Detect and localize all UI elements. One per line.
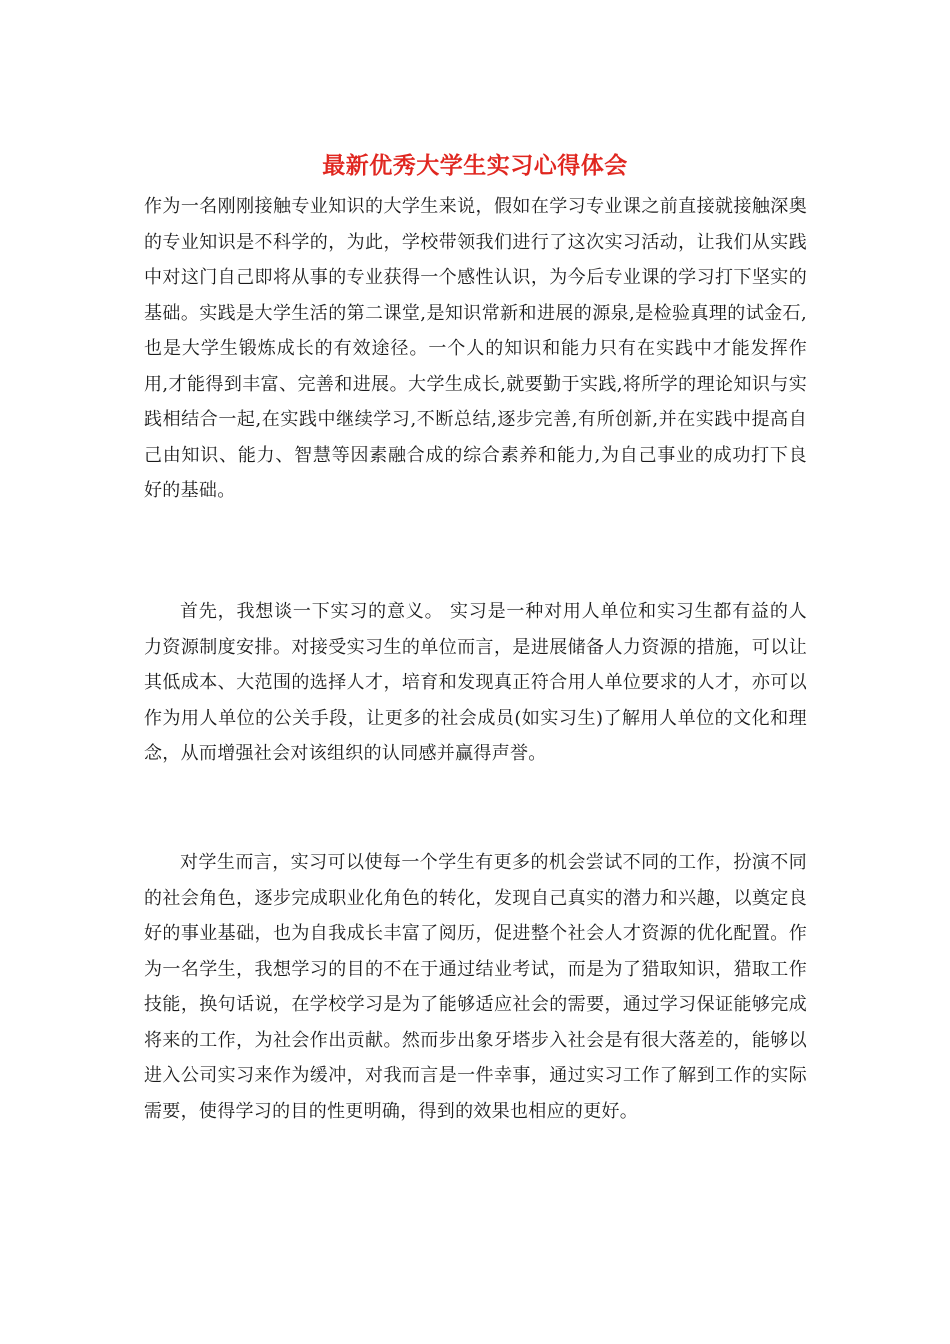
document-title: 最新优秀大学生实习心得体会 (322, 152, 628, 179)
paragraph-internship-meaning: 首先，我想谈一下实习的意义。 实习是一种对用人单位和实习生都有益的人力资源制度安排。对接受实习生的单位而言，是进展储备人力资源的措施，可以让其低成本、大范围的选择人才，培育和发现真正符合用人单位要求的人才，亦可以作为用人单位的公关手段，让更多的社会成员(如实习生)了解用人单位的文化和理念，从而增强社会对该组织的认同感并赢得声誉。 (144, 601, 807, 764)
paragraph-student-perspective: 对学生而言，实习可以使每一个学生有更多的机会尝试不同的工作，扮演不同的社会角色，逐步完成职业化角色的转化，发现自己真实的潜力和兴趣，以奠定良好的事业基础，也为自我成长丰富了阅历，促进整个社会人才资源的优化配置。作为一名学生，我想学习的目的不在于通过结业考试，而是为了猎取知识，猎取工作技能，换句话说，在学校学习是为了能够适应社会的需要，通过学习保证能够完成将来的工作，为社会作出贡献。然而步出象牙塔步入社会是有很大落差的，能够以进入公司实习来作为缓冲，对我而言是一件幸事，通过实习工作了解到工作的实际需要，使得学习的目的性更明确，得到的效果也相应的更好。 (144, 852, 807, 1122)
paragraph-intro: 作为一名刚刚接触专业知识的大学生来说，假如在学习专业课之前直接就接触深奥的专业知识是不科学的，为此，学校带领我们进行了这次实习活动，让我们从实践中对这门自己即将从事的专业获得一个感性认识，为今后专业课的学习打下坚实的基础。实践是大学生活的第二课堂,是知识常新和进展的源泉,是检验真理的试金石,也是大学生锻炼成长的有效途径。一个人的知识和能力只有在实践中才能发挥作用,才能得到丰富、完善和进展。大学生成长,就要勤于实践,将所学的理论知识与实践相结合一起,在实践中继续学习,不断总结,逐步完善,有所创新,并在实践中提高自己由知识、能力、智慧等因素融合成的综合素养和能力,为自己事业的成功打下良好的基础。 (144, 196, 807, 501)
